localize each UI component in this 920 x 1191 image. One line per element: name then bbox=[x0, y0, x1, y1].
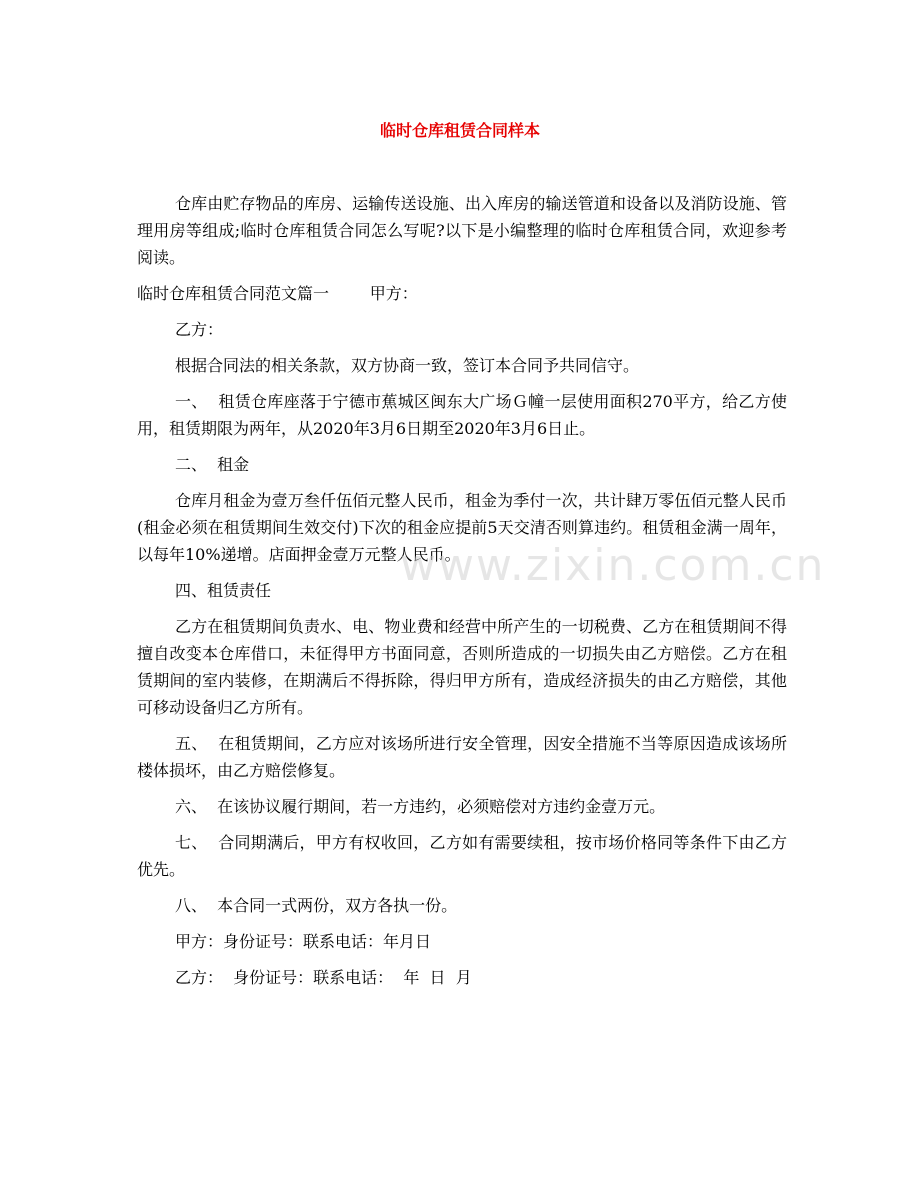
paragraph-clause-6: 六、 在该协议履行期间，若一方违约，必须赔偿对方违约金壹万元。 bbox=[175, 797, 666, 816]
paragraph-responsibility: 乙方在租赁期间负责水、电、物业费和经营中所产生的一切税费、乙方在租赁期间不得擅自改变本仓库借口，未征得甲方书面同意，否则所造成的一切损失由乙方赔偿。乙方在租赁期间的室内装修，在期满后不得拆除，得归甲方所有，造成经济损失的由乙方赔偿，其他可移动设备归乙方所有。 bbox=[137, 617, 787, 717]
paragraph-clause-8: 八、 本合同一式两份，双方各执一份。 bbox=[175, 896, 458, 915]
paragraph-clause-1: 一、 租赁仓库座落于宁德市蕉城区闽东大广场Ｇ幢一层使用面积270平方，给乙方使用，租赁期限为两年，从2020年3月6日期至2020年3月6日止。 bbox=[137, 392, 787, 438]
paragraph-basis: 根据合同法的相关条款，双方协商一致，签订本合同予共同信守。 bbox=[175, 356, 640, 375]
watermark: www.zixin.com.cn bbox=[400, 540, 826, 591]
document-body bbox=[137, 190, 787, 1000]
paragraph-clause-5: 五、 在租赁期间，乙方应对该场所进行安全管理，因安全措施不当等原因造成该场所楼体损坏，由乙方赔偿修复。 bbox=[137, 734, 787, 780]
paragraph-clause-4-heading: 四、租赁责任 bbox=[175, 581, 272, 600]
paragraph-heading-party-a: 临时仓库租赁合同范文篇一 甲方： bbox=[137, 284, 418, 303]
paragraph-clause-7: 七、 合同期满后，甲方有权收回，乙方如有需要续租，按市场价格同等条件下由乙方优先。 bbox=[137, 833, 787, 879]
paragraph-clause-2-heading: 二、 租金 bbox=[175, 455, 250, 474]
paragraph-signature-party-b: 乙方： 身份证号：联系电话： 年 日 月 bbox=[175, 968, 472, 987]
document-title: 临时仓库租赁合同样本 bbox=[379, 121, 540, 140]
paragraph-intro: 仓库由贮存物品的库房、运输传送设施、出入库房的输送管道和设备以及消防设施、管理用房等组成;临时仓库租赁合同怎么写呢?以下是小编整理的临时仓库租赁合同，欢迎参考阅读。 bbox=[137, 194, 787, 267]
paragraph-party-b: 乙方： bbox=[175, 320, 224, 339]
paragraph-signature-party-a: 甲方：身份证号：联系电话：年月日 bbox=[175, 932, 432, 951]
paragraph-rent-terms: 仓库月租金为壹万叁仟伍佰元整人民币，租金为季付一次，共计肆万零伍佰元整人民币(租金必须在租赁期间生效交付)下次的租金应提前5天交清否则算违约。租赁租金满一周年，以每年10%递增。店面押金壹万元整人民币。 bbox=[137, 491, 787, 564]
